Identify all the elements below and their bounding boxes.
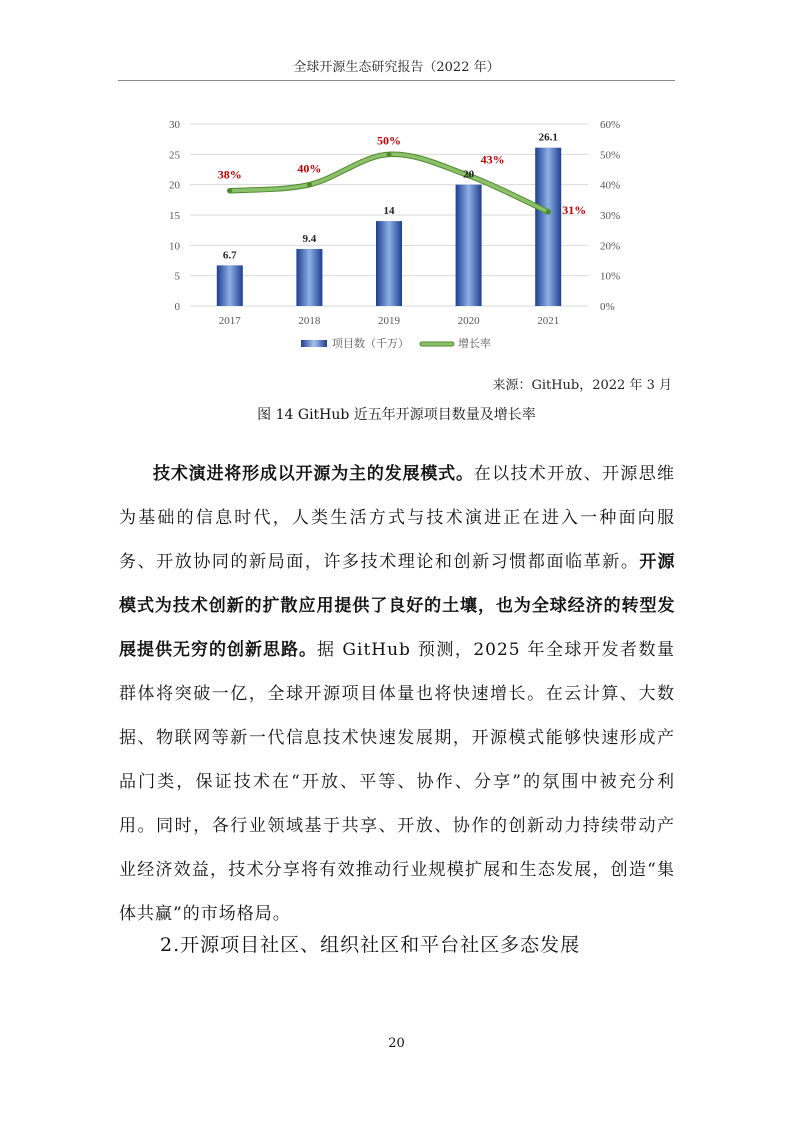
- x-axis-tick: 2019: [378, 315, 400, 327]
- chart-bars: [217, 148, 561, 306]
- left-axis-tick: 25: [169, 149, 180, 162]
- right-axis-tick: 40%: [600, 179, 621, 192]
- growth-label: 43%: [480, 152, 505, 167]
- left-axis-tick: 20: [169, 179, 180, 192]
- x-axis-tick: 2018: [298, 315, 321, 327]
- right-axis-tick: 0%: [600, 301, 615, 313]
- right-axis-tick: 20%: [600, 240, 621, 253]
- chart-source: 来源：GitHub，2022 年 3 月: [492, 378, 672, 393]
- bar-2018: [296, 249, 322, 306]
- right-axis-tick: 30%: [600, 210, 621, 222]
- growth-point-2017: [227, 188, 232, 193]
- bar-value-label: 14: [383, 205, 395, 218]
- growth-label: 40%: [297, 161, 322, 176]
- x-axis-tick: 2020: [457, 315, 480, 327]
- growth-point-2021: [546, 209, 551, 214]
- legend-bar-swatch: [301, 340, 327, 347]
- paragraph-bold-statement: 开源模式为技术创新的扩散应用提供了良好的土壤，也为全球经济的转型发展提供无穷的创新思路。: [119, 552, 676, 660]
- figure-caption: 图 14 GitHub 近五年开源项目数量及增长率: [257, 407, 536, 423]
- growth-point-2019: [387, 152, 392, 157]
- left-axis-tick: 30: [169, 119, 180, 131]
- paragraph-text-continued: 据 GitHub 预测，2025 年全球开发者数量群体将突破一亿，全球开源项目体量也将快速增长。在云计算、大数据、物联网等新一代信息技术快速发展期，开源模式能够快速形成产品门类，保证技术在“开放、平等、协作、分享”的氛围中被充分利用。同时，各行业领域基于共享、开放、协作的创新动力持续带动产业经济效益，技术分享将有效推动行业规模扩展和生态发展，创造“集体共赢”的市场格局。: [119, 640, 676, 924]
- right-axis-tick: 60%: [600, 119, 621, 131]
- bar-value-label: 9.4: [302, 232, 317, 245]
- left-axis-tick: 15: [169, 210, 180, 222]
- right-axis-tick: 50%: [600, 149, 621, 162]
- legend-line-label: 增长率: [458, 338, 491, 350]
- right-axis-tick: 10%: [600, 270, 621, 283]
- x-axis-tick: 2017: [218, 315, 241, 327]
- section-heading: 2.开源项目社区、组织社区和平台社区多态发展: [160, 934, 581, 956]
- header-divider: [118, 80, 675, 81]
- page-header: 全球开源生态研究报告（2022 年）: [293, 60, 500, 75]
- left-axis-tick: 0: [174, 301, 180, 313]
- legend-bar-label: 项目数（千万）: [332, 338, 409, 350]
- bar-2019: [376, 221, 402, 306]
- growth-point-2018: [307, 182, 312, 187]
- bar-2021: [535, 148, 561, 306]
- body-paragraph: [119, 452, 675, 936]
- chart-legend: [301, 336, 491, 350]
- page-number: 20: [388, 1036, 405, 1051]
- bar-2020: [456, 185, 482, 306]
- github-projects-chart: [118, 108, 675, 368]
- bar-value-label: 26.1: [538, 131, 558, 144]
- paragraph-text: 在以技术开放、开源思维为基础的信息时代，人类生活方式与技术演进正在进入一种面向服务、开放协同的新局面，许多技术理论和创新习惯都面临革新。: [119, 464, 676, 572]
- left-axis-tick: 5: [174, 270, 180, 283]
- bar-value-label: 6.7: [222, 249, 237, 262]
- growth-label: 31%: [562, 202, 587, 217]
- bar-value-label: 20: [463, 168, 475, 181]
- growth-label: 50%: [377, 133, 401, 148]
- left-axis-tick: 10: [169, 240, 180, 253]
- paragraph-bold-lead: 技术演进将形成以开源为主的发展模式。: [153, 464, 474, 484]
- bar-2017: [217, 265, 243, 306]
- x-axis-tick: 2021: [537, 315, 560, 327]
- growth-label: 38%: [217, 167, 242, 182]
